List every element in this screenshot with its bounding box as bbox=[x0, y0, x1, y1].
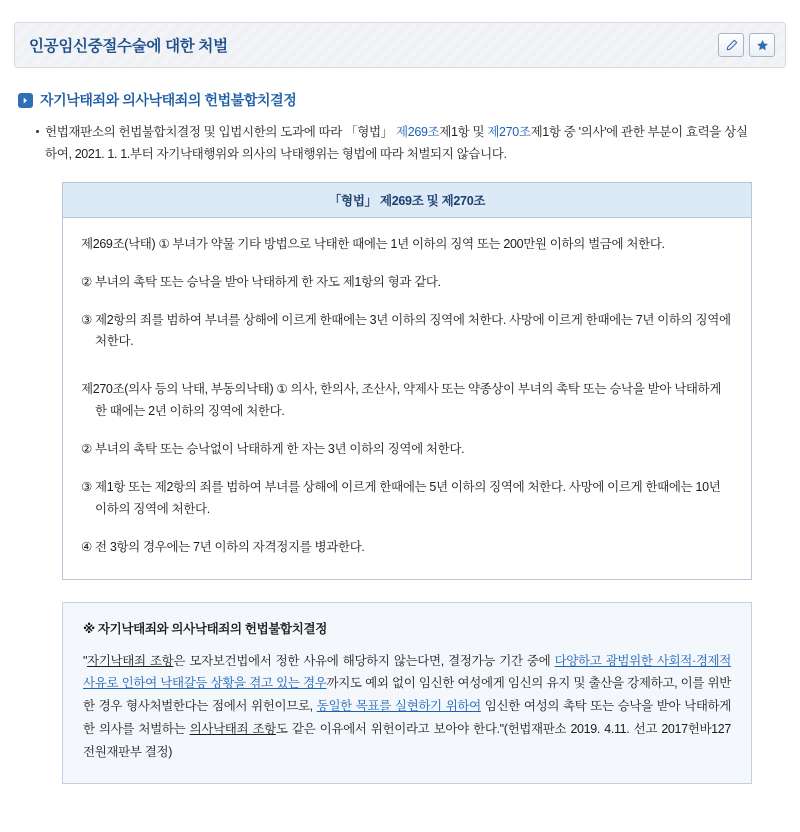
note-text: " bbox=[83, 653, 88, 668]
law-paragraph: ② 부녀의 촉탁 또는 승낙없이 낙태하게 한 자는 3년 이하의 징역에 처한다. bbox=[81, 442, 465, 456]
page-title-bar bbox=[14, 22, 786, 68]
edit-icon-button[interactable] bbox=[718, 33, 744, 57]
law-link-269[interactable]: 제269조 bbox=[396, 125, 440, 139]
intro-part-2: 제1항 및 bbox=[439, 125, 488, 139]
law-box-caption: 「형법」 제269조 및 제270조 bbox=[63, 183, 751, 218]
note-box bbox=[62, 602, 752, 785]
law-paragraph: ④ 전 3항의 경우에는 7년 이하의 자격정지를 병과한다. bbox=[81, 539, 365, 554]
star-icon bbox=[756, 39, 769, 52]
law-paragraph: 제270조(의사 등의 낙태, 부동의낙태) ① 의사, 한의사, 조산사, 약제사 또는 약종상이 부녀의 촉탁 또는 승낙을 받아 낙태하게 한 때에는 2년 이하의 징역에 처한다. bbox=[81, 382, 722, 419]
note-link[interactable]: 동일한 목표를 실현하기 위하여 bbox=[316, 699, 481, 713]
note-link[interactable]: 다양하고 광범위한 사회적·경제적 사유로 인하여 낙태갈등 상황을 겪고 있는 경우 bbox=[83, 653, 731, 691]
note-text: 은 모자보건법에서 정한 사유에 해당하지 않는다면, 결정가능 기간 중에 bbox=[173, 653, 555, 668]
arrow-right-icon bbox=[18, 93, 33, 108]
note-body bbox=[83, 650, 731, 764]
law-text-box bbox=[62, 182, 752, 580]
section-title: 자기낙태죄와 의사낙태죄의 헌법불합치결정 bbox=[40, 92, 297, 108]
intro-part-3: 제1항 중 '의사'에 관한 부분이 효력을 상실하여, 2021. 1. 1.부터 자기낙태행위와 의사의 낙태행위는 형법에 따라 처벌되지 않습니다. bbox=[45, 125, 748, 161]
section-heading bbox=[18, 90, 800, 110]
star-icon-button[interactable] bbox=[749, 33, 775, 57]
law-paragraph: ③ 제1항 또는 제2항의 죄를 범하여 부녀를 상해에 이르게 한때에는 5년 이하의 징역에 처한다. 사망에 이르게 한때에는 10년 이하의 징역에 처한다. bbox=[81, 479, 721, 516]
note-text: 도 같은 이유에서 위헌이라고 보아야 한다."(헌법재판소 2019. 4.11. 선고 2017헌바127 전원재판부 결정) bbox=[83, 721, 731, 759]
law-box-body bbox=[63, 218, 751, 579]
law-paragraph: ③ 제2항의 죄를 범하여 부녀를 상해에 이르게 한때에는 3년 이하의 징역에 처한다. 사망에 이르게 한때에는 7년 이하의 징역에 처한다. bbox=[81, 312, 731, 349]
intro-paragraph bbox=[36, 122, 752, 166]
law-link-270[interactable]: 제270조 bbox=[487, 125, 531, 139]
law-paragraph: ② 부녀의 촉탁 또는 승낙을 받아 낙태하게 한 자도 제1항의 형과 같다. bbox=[81, 274, 441, 289]
law-spacer bbox=[81, 369, 733, 379]
note-title: ※ 자기낙태죄와 의사낙태죄의 헌법불합치결정 bbox=[83, 621, 327, 636]
note-underlined-text: 의사낙태죄 조항 bbox=[189, 721, 276, 736]
edit-icon bbox=[725, 39, 738, 52]
note-text: 까지도 예외 없이 임신한 여성에게 임신의 유지 및 출산을 강제하고, 이를 위반한 경우 형사처벌한다는 점에서 위헌이므로, bbox=[83, 676, 731, 713]
intro-text bbox=[45, 122, 752, 166]
law-paragraph: 제269조(낙태) ① 부녀가 약물 기타 방법으로 낙태한 때에는 1년 이하의 징역 또는 200만원 이하의 벌금에 처한다. bbox=[81, 236, 665, 251]
bullet-icon bbox=[36, 130, 39, 133]
note-underlined-text: 자기낙태죄 조항 bbox=[87, 653, 174, 668]
page-title: 인공임신중절수술에 대한 처벌 bbox=[29, 38, 228, 55]
title-actions bbox=[718, 33, 775, 57]
intro-part-1: 헌법재판소의 헌법불합치결정 및 입법시한의 도과에 따라 「형법」 bbox=[45, 125, 397, 139]
note-text: 임신한 여성의 촉탁 또는 승낙을 받아 낙태하게 한 의사를 처벌하는 bbox=[83, 699, 732, 736]
